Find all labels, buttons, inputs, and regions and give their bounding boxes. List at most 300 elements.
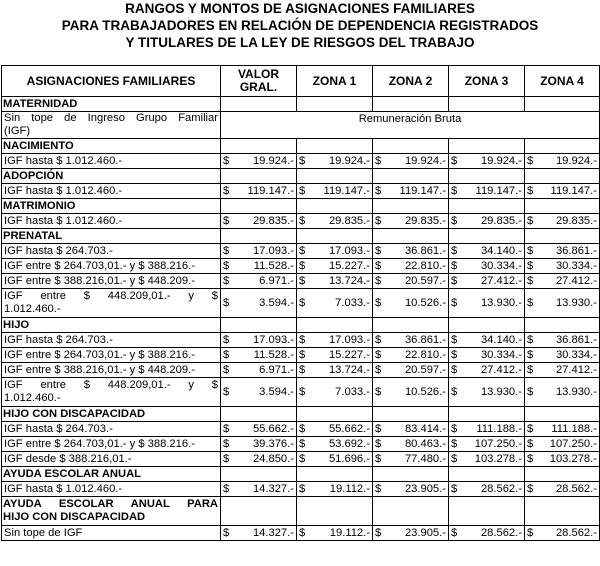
currency-sign: $ bbox=[299, 154, 306, 167]
amount: 15.227.- bbox=[328, 259, 370, 272]
currency-sign: $ bbox=[527, 259, 534, 272]
value-cell-col-5 bbox=[525, 452, 600, 467]
maternidad-value: Remuneración Bruta bbox=[221, 112, 600, 139]
value-cell-col-1 bbox=[221, 289, 297, 318]
value-cell-col-3 bbox=[373, 452, 449, 467]
amount: 19.924.- bbox=[328, 154, 370, 167]
amount: 28.562.- bbox=[480, 526, 522, 539]
value-cell-col-5 bbox=[525, 526, 600, 541]
value-cell-col-5 bbox=[525, 333, 600, 348]
currency-sign: $ bbox=[527, 363, 534, 376]
row-label-line-1: IGF entre $ 448.209,01.- y $ bbox=[4, 379, 218, 391]
section-row-prenatal bbox=[2, 229, 600, 244]
currency-sign: $ bbox=[223, 385, 230, 398]
col-header-asignaciones: ASIGNACIONES FAMILIARES bbox=[2, 66, 221, 97]
currency-sign: $ bbox=[527, 184, 534, 197]
section-row-nacimiento bbox=[2, 139, 600, 154]
value-cell-col-1 bbox=[221, 154, 297, 169]
value-cell-col-5 bbox=[525, 437, 600, 452]
amount: 23.905.- bbox=[404, 526, 446, 539]
amount: 111.188.- bbox=[476, 422, 522, 435]
currency-sign: $ bbox=[299, 452, 306, 465]
row-label: IGF entre $ 264.703,01.- y $ 388.216.- bbox=[2, 348, 221, 363]
currency-sign: $ bbox=[299, 214, 306, 227]
amount: 13.930.- bbox=[555, 385, 597, 398]
value-cell-col-2 bbox=[297, 154, 373, 169]
amount: 51.696.- bbox=[328, 452, 370, 465]
value-cell-col-1 bbox=[221, 422, 297, 437]
value-cell-col-1 bbox=[221, 184, 297, 199]
value-cell-col-3 bbox=[373, 526, 449, 541]
col-header-valor bbox=[221, 66, 297, 97]
currency-sign: $ bbox=[375, 363, 382, 376]
currency-sign: $ bbox=[223, 333, 230, 346]
value-cell-col-4 bbox=[449, 363, 525, 378]
amount: 19.924.- bbox=[404, 154, 446, 167]
amount: 55.662.- bbox=[328, 422, 370, 435]
currency-sign: $ bbox=[527, 422, 534, 435]
amount: 20.597.- bbox=[404, 274, 446, 287]
section-row-maternidad bbox=[2, 97, 600, 112]
currency-sign: $ bbox=[375, 452, 382, 465]
currency-sign: $ bbox=[527, 154, 534, 167]
currency-sign: $ bbox=[223, 154, 230, 167]
value-cell-col-4 bbox=[449, 437, 525, 452]
currency-sign: $ bbox=[451, 333, 458, 346]
currency-sign: $ bbox=[451, 437, 458, 450]
currency-sign: $ bbox=[451, 244, 458, 257]
currency-sign: $ bbox=[451, 385, 458, 398]
table-row bbox=[2, 348, 600, 363]
value-cell-col-3 bbox=[373, 482, 449, 497]
value-cell-col-3 bbox=[373, 259, 449, 274]
amount: 7.033.- bbox=[335, 385, 370, 398]
amount: 36.861.- bbox=[555, 333, 597, 346]
amount: 11.528.- bbox=[253, 259, 294, 272]
table-row bbox=[2, 333, 600, 348]
currency-sign: $ bbox=[527, 274, 534, 287]
section-row-hijo bbox=[2, 318, 600, 333]
currency-sign: $ bbox=[527, 244, 534, 257]
value-cell-col-4 bbox=[449, 333, 525, 348]
section-title-matrimonio: MATRIMONIO bbox=[2, 199, 221, 214]
amount: 17.093.- bbox=[328, 333, 370, 346]
currency-sign: $ bbox=[451, 363, 458, 376]
currency-sign: $ bbox=[299, 422, 306, 435]
amount: 3.594.- bbox=[259, 296, 294, 309]
currency-sign: $ bbox=[451, 274, 458, 287]
value-cell-col-2 bbox=[297, 184, 373, 199]
value-cell-col-1 bbox=[221, 333, 297, 348]
value-cell-col-3 bbox=[373, 363, 449, 378]
amount: 83.414.- bbox=[404, 422, 446, 435]
amount: 11.528.- bbox=[253, 348, 294, 361]
amount: 119.147.- bbox=[323, 184, 370, 197]
currency-sign: $ bbox=[299, 437, 306, 450]
row-label: Sin tope de Ingreso Grupo Familiar (IGF) bbox=[2, 112, 221, 139]
currency-sign: $ bbox=[375, 259, 382, 272]
amount: 119.147.- bbox=[550, 184, 597, 197]
amount: 36.861.- bbox=[555, 244, 597, 257]
value-cell-col-2 bbox=[297, 363, 373, 378]
value-cell-col-2 bbox=[297, 289, 373, 318]
value-cell-col-5 bbox=[525, 289, 600, 318]
col-header-zona4: ZONA 4 bbox=[525, 66, 600, 97]
amount: 17.093.- bbox=[252, 244, 294, 257]
row-label bbox=[2, 378, 221, 407]
table-row bbox=[2, 274, 600, 289]
amount: 34.140.- bbox=[480, 333, 522, 346]
value-cell-col-1 bbox=[221, 437, 297, 452]
currency-sign: $ bbox=[375, 348, 382, 361]
value-cell-col-4 bbox=[449, 289, 525, 318]
currency-sign: $ bbox=[223, 296, 230, 309]
amount: 17.093.- bbox=[328, 244, 370, 257]
value-cell-col-1 bbox=[221, 526, 297, 541]
amount: 24.850.- bbox=[252, 452, 294, 465]
value-cell-col-4 bbox=[449, 184, 525, 199]
value-cell-col-3 bbox=[373, 348, 449, 363]
value-cell-col-1 bbox=[221, 274, 297, 289]
value-cell-col-2 bbox=[297, 452, 373, 467]
value-cell-col-4 bbox=[449, 422, 525, 437]
value-cell-col-4 bbox=[449, 348, 525, 363]
value-cell-col-3 bbox=[373, 274, 449, 289]
value-cell-col-4 bbox=[449, 452, 525, 467]
currency-sign: $ bbox=[223, 244, 230, 257]
row-label-line-2: 1.012.460.- bbox=[4, 303, 61, 315]
amount: 27.412.- bbox=[555, 363, 597, 376]
currency-sign: $ bbox=[299, 482, 306, 495]
amount: 29.835.- bbox=[480, 214, 522, 227]
amount: 28.562.- bbox=[480, 482, 522, 495]
amount: 36.861.- bbox=[404, 333, 446, 346]
table-row bbox=[2, 289, 600, 318]
row-label: Sin tope de IGF bbox=[2, 526, 221, 541]
table-row bbox=[2, 214, 600, 229]
currency-sign: $ bbox=[527, 385, 534, 398]
currency-sign: $ bbox=[299, 296, 306, 309]
currency-sign: $ bbox=[299, 526, 306, 539]
col-header-zona2: ZONA 2 bbox=[373, 66, 449, 97]
section-row-adopcion bbox=[2, 169, 600, 184]
currency-sign: $ bbox=[451, 184, 458, 197]
value-cell-col-2 bbox=[297, 244, 373, 259]
value-cell-col-1 bbox=[221, 452, 297, 467]
table-row bbox=[2, 378, 600, 407]
value-cell-col-3 bbox=[373, 333, 449, 348]
amount: 103.278.- bbox=[474, 452, 522, 465]
value-cell-col-5 bbox=[525, 274, 600, 289]
currency-sign: $ bbox=[451, 452, 458, 465]
section-title-hijo: HIJO bbox=[2, 318, 221, 333]
row-label: IGF desde $ 388.216,01.- bbox=[2, 452, 221, 467]
amount: 53.692.- bbox=[328, 437, 370, 450]
currency-sign: $ bbox=[223, 184, 230, 197]
table-row bbox=[2, 437, 600, 452]
amount: 119.147.- bbox=[247, 184, 294, 197]
amount: 77.480.- bbox=[404, 452, 446, 465]
amount: 27.412.- bbox=[555, 274, 597, 287]
row-label-line-1: IGF entre $ 448.209,01.- y $ bbox=[4, 290, 218, 302]
value-cell-col-3 bbox=[373, 422, 449, 437]
amount: 19.924.- bbox=[252, 154, 294, 167]
amount: 103.278.- bbox=[549, 452, 597, 465]
value-cell-col-5 bbox=[525, 363, 600, 378]
value-cell-col-3 bbox=[373, 154, 449, 169]
amount: 19.924.- bbox=[480, 154, 522, 167]
section-row-escolar bbox=[2, 467, 600, 482]
currency-sign: $ bbox=[223, 482, 230, 495]
amount: 14.327.- bbox=[252, 526, 294, 539]
currency-sign: $ bbox=[223, 422, 230, 435]
currency-sign: $ bbox=[527, 482, 534, 495]
col-header-valor-l2: GRAL. bbox=[239, 80, 278, 94]
value-cell-col-4 bbox=[449, 244, 525, 259]
table-row bbox=[2, 452, 600, 467]
amount: 13.930.- bbox=[480, 385, 522, 398]
value-cell-col-4 bbox=[449, 378, 525, 407]
value-cell-col-5 bbox=[525, 184, 600, 199]
amount: 15.227.- bbox=[328, 348, 370, 361]
value-cell-col-1 bbox=[221, 259, 297, 274]
table-row bbox=[2, 112, 600, 139]
currency-sign: $ bbox=[375, 154, 382, 167]
value-cell-col-1 bbox=[221, 363, 297, 378]
section-row-escolar-disc bbox=[2, 497, 600, 526]
currency-sign: $ bbox=[375, 437, 382, 450]
value-cell-col-3 bbox=[373, 184, 449, 199]
value-cell-col-1 bbox=[221, 214, 297, 229]
value-cell-col-1 bbox=[221, 482, 297, 497]
value-cell-col-5 bbox=[525, 482, 600, 497]
amount: 14.327.- bbox=[252, 482, 294, 495]
amount: 20.597.- bbox=[404, 363, 446, 376]
row-label: IGF hasta $ 1.012.460.- bbox=[2, 154, 221, 169]
currency-sign: $ bbox=[223, 452, 230, 465]
amount: 29.835.- bbox=[328, 214, 370, 227]
currency-sign: $ bbox=[223, 526, 230, 539]
amount: 6.971.- bbox=[259, 274, 294, 287]
amount: 107.250.- bbox=[549, 437, 597, 450]
currency-sign: $ bbox=[527, 296, 534, 309]
currency-sign: $ bbox=[451, 214, 458, 227]
amount: 29.835.- bbox=[404, 214, 446, 227]
document-heading bbox=[0, 0, 600, 51]
currency-sign: $ bbox=[375, 274, 382, 287]
row-label: IGF hasta $ 264.703.- bbox=[2, 244, 221, 259]
amount: 28.562.- bbox=[555, 482, 597, 495]
row-label: IGF entre $ 388.216,01.- y $ 448.209.- bbox=[2, 363, 221, 378]
amount: 119.147.- bbox=[475, 184, 522, 197]
value-cell-col-1 bbox=[221, 244, 297, 259]
currency-sign: $ bbox=[451, 482, 458, 495]
row-label: IGF hasta $ 1.012.460.- bbox=[2, 184, 221, 199]
section-title-prenatal: PRENATAL bbox=[2, 229, 221, 244]
amount: 22.810.- bbox=[404, 259, 446, 272]
value-cell-col-2 bbox=[297, 214, 373, 229]
currency-sign: $ bbox=[375, 526, 382, 539]
value-cell-col-5 bbox=[525, 422, 600, 437]
table-row bbox=[2, 363, 600, 378]
amount: 27.412.- bbox=[480, 274, 522, 287]
amount: 29.835.- bbox=[555, 214, 597, 227]
value-cell-col-5 bbox=[525, 154, 600, 169]
currency-sign: $ bbox=[223, 274, 230, 287]
section-title-adopcion: ADOPCIÓN bbox=[2, 169, 221, 184]
value-cell-col-4 bbox=[449, 482, 525, 497]
amount: 22.810.- bbox=[404, 348, 446, 361]
section-title-escolar-disc bbox=[2, 497, 221, 526]
currency-sign: $ bbox=[223, 348, 230, 361]
value-cell-col-5 bbox=[525, 259, 600, 274]
section-title-maternidad: MATERNIDAD bbox=[2, 97, 221, 112]
value-cell-col-5 bbox=[525, 244, 600, 259]
table-row bbox=[2, 482, 600, 497]
amount: 55.662.- bbox=[252, 422, 294, 435]
row-label: IGF hasta $ 1.012.460.- bbox=[2, 482, 221, 497]
col-header-zona3: ZONA 3 bbox=[449, 66, 525, 97]
currency-sign: $ bbox=[527, 214, 534, 227]
value-cell-col-2 bbox=[297, 259, 373, 274]
amount: 19.924.- bbox=[555, 154, 597, 167]
row-label: IGF hasta $ 1.012.460.- bbox=[2, 214, 221, 229]
section-title-nacimiento: NACIMIENTO bbox=[2, 139, 221, 154]
amount: 13.930.- bbox=[555, 296, 597, 309]
value-cell-col-3 bbox=[373, 378, 449, 407]
header-row bbox=[2, 66, 600, 97]
amount: 6.971.- bbox=[259, 363, 294, 376]
value-cell-col-5 bbox=[525, 214, 600, 229]
row-label-line-2: 1.012.460.- bbox=[4, 392, 61, 404]
value-cell-col-2 bbox=[297, 526, 373, 541]
amount: 111.188.- bbox=[551, 422, 597, 435]
value-cell-col-3 bbox=[373, 244, 449, 259]
amount: 36.861.- bbox=[404, 244, 446, 257]
currency-sign: $ bbox=[451, 526, 458, 539]
amount: 39.376.- bbox=[252, 437, 294, 450]
row-label: IGF entre $ 264.703,01.- y $ 388.216.- bbox=[2, 437, 221, 452]
table-row bbox=[2, 422, 600, 437]
currency-sign: $ bbox=[299, 363, 306, 376]
section-title-escolar: AYUDA ESCOLAR ANUAL bbox=[2, 467, 221, 482]
asignaciones-table bbox=[1, 65, 600, 541]
currency-sign: $ bbox=[527, 437, 534, 450]
amount: 30.334.- bbox=[480, 259, 522, 272]
value-cell-col-2 bbox=[297, 378, 373, 407]
currency-sign: $ bbox=[375, 385, 382, 398]
currency-sign: $ bbox=[527, 333, 534, 346]
currency-sign: $ bbox=[451, 348, 458, 361]
row-label: IGF hasta $ 264.703.- bbox=[2, 422, 221, 437]
currency-sign: $ bbox=[375, 214, 382, 227]
amount: 13.930.- bbox=[480, 296, 522, 309]
value-cell-col-2 bbox=[297, 333, 373, 348]
value-cell-col-1 bbox=[221, 378, 297, 407]
value-cell-col-3 bbox=[373, 437, 449, 452]
section-title-line-2: HIJO CON DISCAPACIDAD bbox=[3, 511, 146, 523]
value-cell-col-2 bbox=[297, 274, 373, 289]
currency-sign: $ bbox=[527, 526, 534, 539]
amount: 29.835.- bbox=[252, 214, 294, 227]
amount: 13.724.- bbox=[328, 274, 370, 287]
currency-sign: $ bbox=[223, 437, 230, 450]
amount: 27.412.- bbox=[480, 363, 522, 376]
section-title-discapacidad: HIJO CON DISCAPACIDAD bbox=[2, 407, 221, 422]
amount: 10.526.- bbox=[404, 385, 446, 398]
value-cell-col-2 bbox=[297, 482, 373, 497]
currency-sign: $ bbox=[451, 422, 458, 435]
value-cell-col-2 bbox=[297, 422, 373, 437]
currency-sign: $ bbox=[375, 184, 382, 197]
value-cell-col-2 bbox=[297, 437, 373, 452]
amount: 7.033.- bbox=[335, 296, 370, 309]
section-row-discapacidad bbox=[2, 407, 600, 422]
col-header-zona1: ZONA 1 bbox=[297, 66, 373, 97]
amount: 34.140.- bbox=[480, 244, 522, 257]
value-cell-col-5 bbox=[525, 348, 600, 363]
currency-sign: $ bbox=[375, 244, 382, 257]
row-label: IGF entre $ 264.703,01.- y $ 388.216.- bbox=[2, 259, 221, 274]
heading-line-2: PARA TRABAJADORES EN RELACIÓN DE DEPENDENCIA REGISTRADOS bbox=[61, 18, 539, 33]
value-cell-col-4 bbox=[449, 214, 525, 229]
col-header-valor-l1: VALOR bbox=[237, 67, 280, 81]
table-body bbox=[2, 97, 600, 541]
amount: 119.147.- bbox=[399, 184, 446, 197]
currency-sign: $ bbox=[375, 296, 382, 309]
section-title-line-1: AYUDA ESCOLAR ANUAL PARA bbox=[3, 498, 218, 510]
table-row bbox=[2, 526, 600, 541]
row-label: IGF entre $ 388.216,01.- y $ 448.209.- bbox=[2, 274, 221, 289]
value-cell-col-4 bbox=[449, 259, 525, 274]
currency-sign: $ bbox=[527, 348, 534, 361]
currency-sign: $ bbox=[451, 154, 458, 167]
value-cell-col-1 bbox=[221, 348, 297, 363]
heading-line-3: Y TITULARES DE LA LEY DE RIESGOS DEL TRABAJO bbox=[125, 35, 475, 50]
value-cell-col-5 bbox=[525, 378, 600, 407]
currency-sign: $ bbox=[451, 296, 458, 309]
section-row-matrimonio bbox=[2, 199, 600, 214]
currency-sign: $ bbox=[527, 452, 534, 465]
currency-sign: $ bbox=[223, 259, 230, 272]
table-row bbox=[2, 184, 600, 199]
amount: 19.112.- bbox=[329, 526, 370, 539]
table-row bbox=[2, 244, 600, 259]
amount: 19.112.- bbox=[329, 482, 370, 495]
currency-sign: $ bbox=[299, 333, 306, 346]
amount: 30.334.- bbox=[555, 259, 597, 272]
heading-line-1: RANGOS Y MONTOS DE ASIGNACIONES FAMILIARES bbox=[125, 1, 475, 16]
currency-sign: $ bbox=[223, 363, 230, 376]
currency-sign: $ bbox=[299, 348, 306, 361]
value-cell-col-2 bbox=[297, 348, 373, 363]
row-label: IGF hasta $ 264.703.- bbox=[2, 333, 221, 348]
amount: 17.093.- bbox=[252, 333, 294, 346]
currency-sign: $ bbox=[375, 333, 382, 346]
currency-sign: $ bbox=[299, 259, 306, 272]
amount: 3.594.- bbox=[259, 385, 294, 398]
currency-sign: $ bbox=[299, 385, 306, 398]
amount: 30.334.- bbox=[480, 348, 522, 361]
currency-sign: $ bbox=[375, 482, 382, 495]
table-row bbox=[2, 154, 600, 169]
amount: 23.905.- bbox=[404, 482, 446, 495]
value-cell-col-4 bbox=[449, 154, 525, 169]
value-cell-col-4 bbox=[449, 526, 525, 541]
amount: 80.463.- bbox=[404, 437, 446, 450]
currency-sign: $ bbox=[299, 244, 306, 257]
currency-sign: $ bbox=[451, 259, 458, 272]
